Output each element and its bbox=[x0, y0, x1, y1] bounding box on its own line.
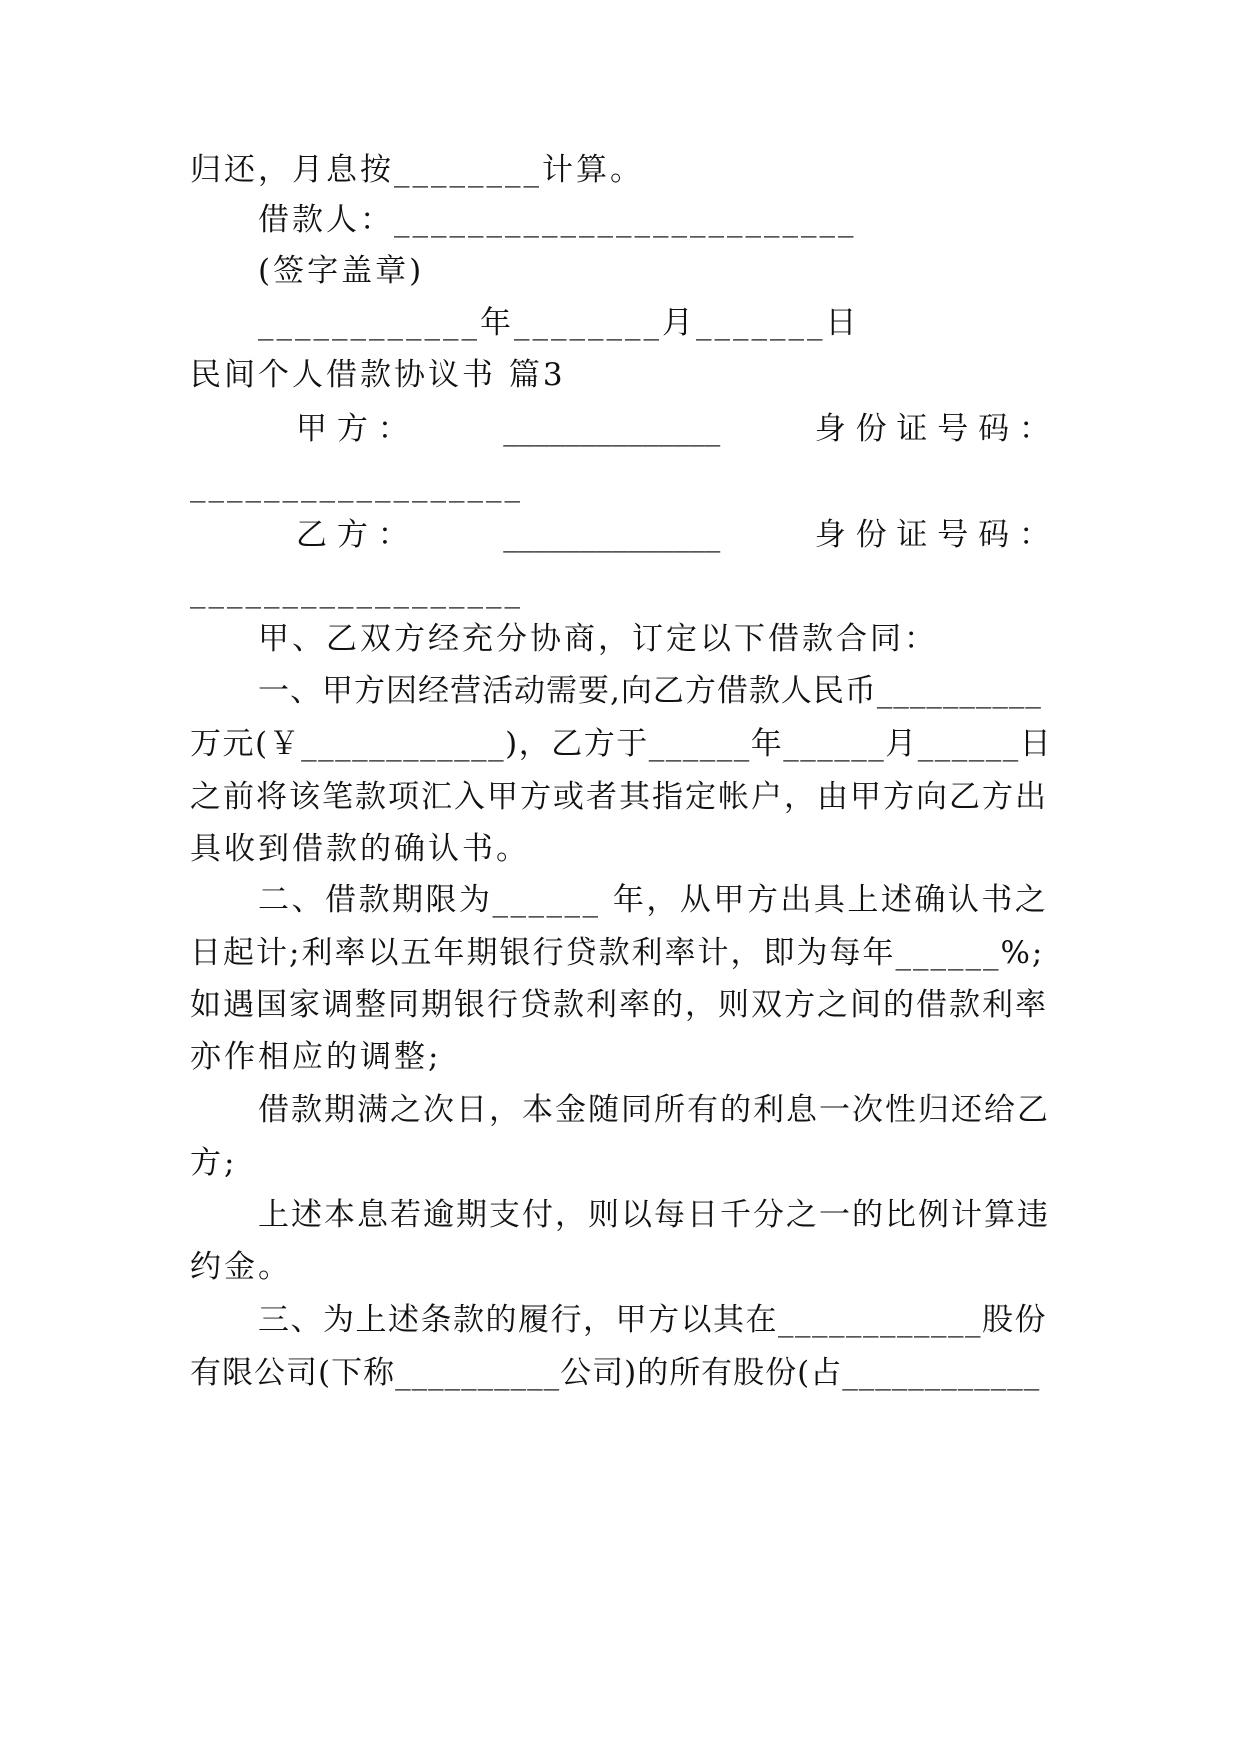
body-line: 具收到借款的确认书。 bbox=[190, 831, 530, 867]
body-line: 甲、乙双方经充分协商，订定以下借款合同： bbox=[258, 621, 938, 657]
party-b-row bbox=[296, 515, 1050, 555]
body-line: 有限公司(下称__________公司)的所有股份(占____________ bbox=[190, 1355, 1041, 1391]
text-line: 归还，月息按________计算。 bbox=[190, 152, 644, 188]
body-line: 一、甲方因经营活动需要,向乙方借款人民币__________ bbox=[258, 673, 1042, 709]
text-line: (签字盖章) bbox=[258, 253, 425, 289]
body-line: 上述本息若逾期支付，则以每日千分之一的比例计算违 bbox=[258, 1197, 1050, 1233]
party-a-id-blank: __________________ bbox=[190, 467, 523, 503]
party-b-id-label: 身 份 证 号 码 ： bbox=[814, 517, 1050, 553]
body-line: 之前将该笔款项汇入甲方或者其指定帐户，由甲方向乙方出 bbox=[190, 779, 1048, 815]
body-line: 万元(￥____________)，乙方于______年______月______日 bbox=[190, 726, 1053, 762]
party-b-blank: ______________ bbox=[503, 517, 721, 553]
party-a-row bbox=[296, 409, 1050, 449]
body-line: 亦作相应的调整; bbox=[190, 1039, 442, 1075]
body-line: 如遇国家调整同期银行贷款利率的，则双方之间的借款利率 bbox=[190, 987, 1048, 1023]
text-line: 借款人：_________________________ bbox=[258, 202, 857, 238]
body-line: 约金。 bbox=[190, 1249, 292, 1285]
party-b-id-blank: __________________ bbox=[190, 573, 523, 609]
body-line: 二、借款期限为______ 年，从甲方出具上述确认书之 bbox=[258, 882, 1049, 918]
body-line: 日起计;利率以五年期银行贷款利率计，即为每年______%; bbox=[190, 935, 1045, 971]
body-line: 三、为上述条款的履行，甲方以其在____________股份 bbox=[258, 1302, 1047, 1338]
party-b-label: 乙 方 ： bbox=[296, 517, 409, 553]
date-line: ____________年________月_______日 bbox=[258, 305, 860, 341]
section-heading: 民间个人借款协议书 篇3 bbox=[190, 357, 566, 393]
party-a-label: 甲 方 ： bbox=[296, 411, 409, 447]
party-a-id-label: 身 份 证 号 码 ： bbox=[814, 411, 1050, 447]
body-line: 方; bbox=[190, 1145, 238, 1181]
party-a-blank: ______________ bbox=[503, 411, 721, 447]
body-line: 借款期满之次日，本金随同所有的利息一次性归还给乙 bbox=[258, 1092, 1050, 1128]
